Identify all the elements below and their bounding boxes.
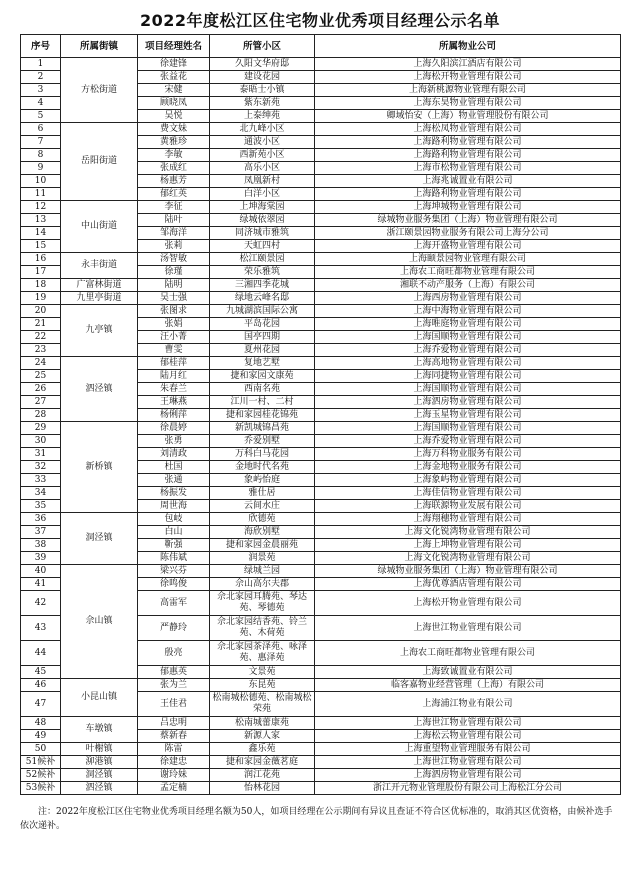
table-row: [21, 756, 621, 769]
table-row: [21, 513, 621, 526]
cell-manager: 孟定楠: [138, 782, 210, 795]
cell-manager: 吴士强: [138, 292, 210, 305]
cell-community: 欣德苑: [210, 513, 315, 526]
cell-company: 上海路利物业管理有限公司: [315, 136, 621, 149]
cell-community: 金地时代名苑: [210, 461, 315, 474]
cell-no: 3: [21, 84, 61, 97]
cell-community: 紫东新苑: [210, 97, 315, 110]
cell-community: 鑫乐苑: [210, 743, 315, 756]
cell-no: 20: [21, 305, 61, 318]
cell-manager: 曹雯: [138, 344, 210, 357]
cell-company: 上海泗房物业管理有限公司: [315, 396, 621, 409]
cell-community: 佘北家园耳腾苑、琴达苑、琴德苑: [210, 591, 315, 616]
cell-community: 捷和家园桂花锦苑: [210, 409, 315, 422]
cell-no: 7: [21, 136, 61, 149]
cell-company: 上海唯庭物业管理有限公司: [315, 318, 621, 331]
cell-community: 绿城兰园: [210, 565, 315, 578]
cell-manager: 徐建忠: [138, 756, 210, 769]
cell-no: 34: [21, 487, 61, 500]
table-row: [21, 253, 621, 266]
cell-community: 白洋小区: [210, 188, 315, 201]
cell-company: 上海松凤物业管理有限公司: [315, 123, 621, 136]
cell-no: 51候补: [21, 756, 61, 769]
cell-company: 上海乔爱物业管理有限公司: [315, 435, 621, 448]
table-row: [21, 769, 621, 782]
cell-manager: 张图求: [138, 305, 210, 318]
cell-community: 绿城依翠园: [210, 214, 315, 227]
cell-company: 上海久阳滨江酒店有限公司: [315, 58, 621, 71]
cell-company: 上海西房物业管理有限公司: [315, 292, 621, 305]
table-row: [21, 717, 621, 730]
cell-company: 上海联源物业发展有限公司: [315, 500, 621, 513]
cell-no: 46: [21, 679, 61, 692]
cell-company: 上海文化锐湾物业管理有限公司: [315, 526, 621, 539]
footnote: 注：2022年度松江区住宅物业优秀项目经理名额为50人，如项目经理在公示期间有异议且查证不符合区优标准的，取消其区优资格，由候补选手依次递补。: [20, 807, 613, 831]
cell-no: 31: [21, 448, 61, 461]
table-row: [21, 679, 621, 692]
table-row: [21, 782, 621, 795]
cell-no: 45: [21, 666, 61, 679]
cell-company: 卿域怡安（上海）物业管理股份有限公司: [315, 110, 621, 123]
cell-company: 上海坤城物业管理有限公司: [315, 201, 621, 214]
cell-no: 11: [21, 188, 61, 201]
header-company: 所属物业公司: [315, 35, 621, 58]
cell-manager: 郁红英: [138, 188, 210, 201]
cell-no: 14: [21, 227, 61, 240]
cell-manager: 张益花: [138, 71, 210, 84]
cell-community: 西新苑小区: [210, 149, 315, 162]
cell-no: 9: [21, 162, 61, 175]
cell-no: 24: [21, 357, 61, 370]
cell-company: 湘联不动产服务（上海）有限公司: [315, 279, 621, 292]
cell-community: 润江花苑: [210, 769, 315, 782]
cell-no: 16: [21, 253, 61, 266]
table-row: [21, 201, 621, 214]
cell-manager: 陆叶: [138, 214, 210, 227]
cell-manager: 周世海: [138, 500, 210, 513]
cell-community: 新凯城锦昌苑: [210, 422, 315, 435]
cell-community: 国亭四期: [210, 331, 315, 344]
cell-street: 泗泾镇: [61, 782, 138, 795]
cell-no: 8: [21, 149, 61, 162]
table-header-row: [21, 35, 621, 58]
cell-no: 47: [21, 692, 61, 717]
table-row: [21, 357, 621, 370]
cell-manager: 李征: [138, 201, 210, 214]
cell-street: 永丰街道: [61, 253, 138, 279]
table-body: [21, 58, 621, 795]
cell-community: 江川一村、二村: [210, 396, 315, 409]
cell-company: 绿城物业服务集团（上海）物业管理有限公司: [315, 565, 621, 578]
cell-no: 53候补: [21, 782, 61, 795]
cell-manager: 徐晨婷: [138, 422, 210, 435]
cell-company: 上海翔穗物业管理有限公司: [315, 513, 621, 526]
cell-no: 28: [21, 409, 61, 422]
cell-company: 上海路利物业管理有限公司: [315, 188, 621, 201]
table-row: [21, 279, 621, 292]
cell-company: 上海新桃源物业管理有限公司: [315, 84, 621, 97]
cell-manager: 邹海洋: [138, 227, 210, 240]
cell-community: 复地艺墅: [210, 357, 315, 370]
cell-community: 佘北家园结香苑、铃兰苑、木荷苑: [210, 616, 315, 641]
cell-community: 捷和家园金晨丽苑: [210, 539, 315, 552]
cell-company: 上海优尊酒店管理有限公司: [315, 578, 621, 591]
cell-community: 建设花园: [210, 71, 315, 84]
table-row: [21, 305, 621, 318]
cell-manager: 张娟: [138, 318, 210, 331]
cell-community: 佘山高尔夫郡: [210, 578, 315, 591]
cell-company: 上海世江物业管理有限公司: [315, 616, 621, 641]
cell-manager: 吕忠明: [138, 717, 210, 730]
cell-no: 35: [21, 500, 61, 513]
cell-street: 泗泾镇: [61, 357, 138, 422]
cell-no: 18: [21, 279, 61, 292]
cell-company: 绿城物业服务集团（上海）物业管理有限公司: [315, 214, 621, 227]
cell-manager: 高雷军: [138, 591, 210, 616]
cell-community: 平岛花园: [210, 318, 315, 331]
cell-community: 乔爱别墅: [210, 435, 315, 448]
table-row: [21, 123, 621, 136]
cell-no: 19: [21, 292, 61, 305]
cell-community: 九城湖滨国际公寓: [210, 305, 315, 318]
cell-manager: 陆明: [138, 279, 210, 292]
cell-community: 怡林花园: [210, 782, 315, 795]
cell-street: 广富林街道: [61, 279, 138, 292]
cell-street: 中山街道: [61, 201, 138, 253]
cell-community: 久阳文华府邸: [210, 58, 315, 71]
cell-community: 松南城松德苑、松南城松荣苑: [210, 692, 315, 717]
cell-no: 5: [21, 110, 61, 123]
header-street: 所属街镇: [61, 35, 138, 58]
cell-company: 上海象屿物业管理有限公司: [315, 474, 621, 487]
cell-manager: 陈雷: [138, 743, 210, 756]
cell-company: 上海国顺物业管理有限公司: [315, 383, 621, 396]
header-no: 序号: [21, 35, 61, 58]
cell-no: 21: [21, 318, 61, 331]
cell-community: 西南名苑: [210, 383, 315, 396]
cell-company: 上海同捷物业管理有限公司: [315, 370, 621, 383]
cell-manager: 严静玲: [138, 616, 210, 641]
cell-no: 43: [21, 616, 61, 641]
cell-no: 25: [21, 370, 61, 383]
cell-no: 29: [21, 422, 61, 435]
cell-company: 上海文化锐湾物业管理有限公司: [315, 552, 621, 565]
cell-company: 上海乔爱物业管理有限公司: [315, 344, 621, 357]
cell-manager: 王琳燕: [138, 396, 210, 409]
cell-manager: 蔡新春: [138, 730, 210, 743]
header-manager: 项目经理姓名: [138, 35, 210, 58]
cell-community: 润景苑: [210, 552, 315, 565]
cell-street: 洞泾镇: [61, 513, 138, 565]
cell-community: 松江颐景园: [210, 253, 315, 266]
cell-company: 上海玉星物业管理有限公司: [315, 409, 621, 422]
cell-manager: 汪小菁: [138, 331, 210, 344]
cell-no: 48: [21, 717, 61, 730]
cell-company: 上海松开物业管理有限公司: [315, 71, 621, 84]
table-row: [21, 58, 621, 71]
cell-manager: 谢玲妹: [138, 769, 210, 782]
cell-street: 方松街道: [61, 58, 138, 123]
cell-manager: 张莉: [138, 240, 210, 253]
cell-no: 12: [21, 201, 61, 214]
cell-manager: 杨俐萍: [138, 409, 210, 422]
cell-manager: 吴悦: [138, 110, 210, 123]
cell-community: 捷和家园金薇茗庭: [210, 756, 315, 769]
cell-no: 38: [21, 539, 61, 552]
cell-no: 30: [21, 435, 61, 448]
cell-manager: 顾晓凤: [138, 97, 210, 110]
cell-no: 27: [21, 396, 61, 409]
cell-community: 高乐小区: [210, 162, 315, 175]
cell-no: 2: [21, 71, 61, 84]
cell-company: 上海佳信物业管理有限公司: [315, 487, 621, 500]
cell-manager: 陈伟斌: [138, 552, 210, 565]
table-row: [21, 422, 621, 435]
cell-manager: 殷亮: [138, 641, 210, 666]
cell-company: 上海松云物业管理有限公司: [315, 730, 621, 743]
page-title: 2022年度松江区住宅物业优秀项目经理公示名单: [139, 11, 501, 30]
cell-street: 岳阳街道: [61, 123, 138, 201]
cell-street: 小昆山镇: [61, 679, 138, 717]
cell-community: 佘北家园茶泽苑、咏泽苑、惠泽苑: [210, 641, 315, 666]
cell-community: 东昆苑: [210, 679, 315, 692]
cell-street: 车墩镇: [61, 717, 138, 743]
cell-company: 上海颐景园物业管理有限公司: [315, 253, 621, 266]
cell-company: 上海世江物业管理有限公司: [315, 717, 621, 730]
cell-manager: 杜国: [138, 461, 210, 474]
cell-manager: 陆月红: [138, 370, 210, 383]
cell-community: 夏州花园: [210, 344, 315, 357]
cell-company: 上海重望物业管理服务有限公司: [315, 743, 621, 756]
cell-company: 上海泗房物业管理有限公司: [315, 769, 621, 782]
cell-community: 云间水庄: [210, 500, 315, 513]
cell-community: 海欣别墅: [210, 526, 315, 539]
cell-no: 41: [21, 578, 61, 591]
cell-no: 50: [21, 743, 61, 756]
cell-manager: 黄雅珍: [138, 136, 210, 149]
cell-manager: 白山: [138, 526, 210, 539]
cell-manager: 张成红: [138, 162, 210, 175]
cell-no: 40: [21, 565, 61, 578]
cell-no: 49: [21, 730, 61, 743]
cell-no: 23: [21, 344, 61, 357]
cell-manager: 朱春兰: [138, 383, 210, 396]
cell-no: 33: [21, 474, 61, 487]
table-row: [21, 565, 621, 578]
cell-community: 天虹四村: [210, 240, 315, 253]
cell-community: 上泰绅苑: [210, 110, 315, 123]
cell-manager: 徐建锋: [138, 58, 210, 71]
cell-community: 泰晤士小镇: [210, 84, 315, 97]
cell-manager: 费文妹: [138, 123, 210, 136]
cell-company: 上海农工商旺都物业管理有限公司: [315, 266, 621, 279]
cell-company: 上海路利物业管理有限公司: [315, 149, 621, 162]
cell-company: 上海万科物业服务有限公司: [315, 448, 621, 461]
cell-community: 松南城蕾康苑: [210, 717, 315, 730]
cell-manager: 包岐: [138, 513, 210, 526]
cell-community: 新源人家: [210, 730, 315, 743]
cell-community: 荣乐雅筑: [210, 266, 315, 279]
cell-manager: 杨惠芳: [138, 175, 210, 188]
cell-manager: 梁兴芬: [138, 565, 210, 578]
cell-company: 上海国顺物业管理有限公司: [315, 422, 621, 435]
cell-company: 上海上坤物业管理有限公司: [315, 539, 621, 552]
cell-company: 上海中海物业管理有限公司: [315, 305, 621, 318]
cell-no: 10: [21, 175, 61, 188]
cell-community: 通波小区: [210, 136, 315, 149]
cell-community: 北九峰小区: [210, 123, 315, 136]
cell-company: 上海松开物业管理有限公司: [315, 591, 621, 616]
cell-community: 凤凰新村: [210, 175, 315, 188]
cell-community: 文景苑: [210, 666, 315, 679]
cell-community: 三湘四季花城: [210, 279, 315, 292]
cell-company: 上海东昊物业管理有限公司: [315, 97, 621, 110]
cell-company: 上海金地物业服务有限公司: [315, 461, 621, 474]
cell-manager: 张勇: [138, 435, 210, 448]
cell-company: 浙江颐景园物业服务有限公司上海分公司: [315, 227, 621, 240]
cell-manager: 郁桂萍: [138, 357, 210, 370]
cell-no: 26: [21, 383, 61, 396]
cell-no: 17: [21, 266, 61, 279]
cell-no: 4: [21, 97, 61, 110]
cell-company: 上海国顺物业管理有限公司: [315, 331, 621, 344]
cell-company: 上海市松物业管理有限公司: [315, 162, 621, 175]
cell-no: 42: [21, 591, 61, 616]
cell-community: 绿地云峰名邸: [210, 292, 315, 305]
cell-no: 22: [21, 331, 61, 344]
cell-street: 洞泾镇: [61, 769, 138, 782]
cell-company: 上海高地物业管理有限公司: [315, 357, 621, 370]
cell-no: 1: [21, 58, 61, 71]
cell-company: 上海兆诚置业有限公司: [315, 175, 621, 188]
cell-company: 上海致诚置业有限公司: [315, 666, 621, 679]
manager-table: [20, 34, 621, 795]
cell-manager: 张通: [138, 474, 210, 487]
cell-manager: 李敏: [138, 149, 210, 162]
cell-manager: 汤智敏: [138, 253, 210, 266]
cell-street: 泖港镇: [61, 756, 138, 769]
cell-no: 37: [21, 526, 61, 539]
cell-company: 临客嘉物业经营管理（上海）有限公司: [315, 679, 621, 692]
cell-manager: 张为兰: [138, 679, 210, 692]
cell-manager: 宋健: [138, 84, 210, 97]
cell-community: 同济城市雅筑: [210, 227, 315, 240]
cell-no: 52候补: [21, 769, 61, 782]
cell-manager: 杨振发: [138, 487, 210, 500]
table-row: [21, 743, 621, 756]
cell-manager: 徐鸣俊: [138, 578, 210, 591]
cell-company: 上海开盛物业管理有限公司: [315, 240, 621, 253]
cell-street: 九里亭街道: [61, 292, 138, 305]
cell-community: 雅仕居: [210, 487, 315, 500]
cell-manager: 徐瑾: [138, 266, 210, 279]
cell-community: 万科白马花园: [210, 448, 315, 461]
cell-street: 叶榭镇: [61, 743, 138, 756]
cell-manager: 郁惠英: [138, 666, 210, 679]
cell-company: 上海农工商旺都物业管理有限公司: [315, 641, 621, 666]
cell-manager: 靳强: [138, 539, 210, 552]
cell-no: 13: [21, 214, 61, 227]
cell-community: 象屿怡庭: [210, 474, 315, 487]
cell-no: 32: [21, 461, 61, 474]
cell-no: 36: [21, 513, 61, 526]
cell-no: 6: [21, 123, 61, 136]
cell-street: 佘山镇: [61, 565, 138, 679]
cell-company: 浙江开元物业管理股份有限公司上海松江分公司: [315, 782, 621, 795]
cell-street: 新桥镇: [61, 422, 138, 513]
cell-no: 15: [21, 240, 61, 253]
cell-company: 上海世江物业管理有限公司: [315, 756, 621, 769]
cell-community: 捷和家园文康苑: [210, 370, 315, 383]
cell-no: 44: [21, 641, 61, 666]
cell-manager: 王佳君: [138, 692, 210, 717]
cell-no: 39: [21, 552, 61, 565]
table-row: [21, 292, 621, 305]
cell-street: 九亭镇: [61, 305, 138, 357]
cell-company: 上海浦江物业有限公司: [315, 692, 621, 717]
cell-manager: 刘清政: [138, 448, 210, 461]
cell-community: 上坤海棠园: [210, 201, 315, 214]
header-community: 所管小区: [210, 35, 315, 58]
